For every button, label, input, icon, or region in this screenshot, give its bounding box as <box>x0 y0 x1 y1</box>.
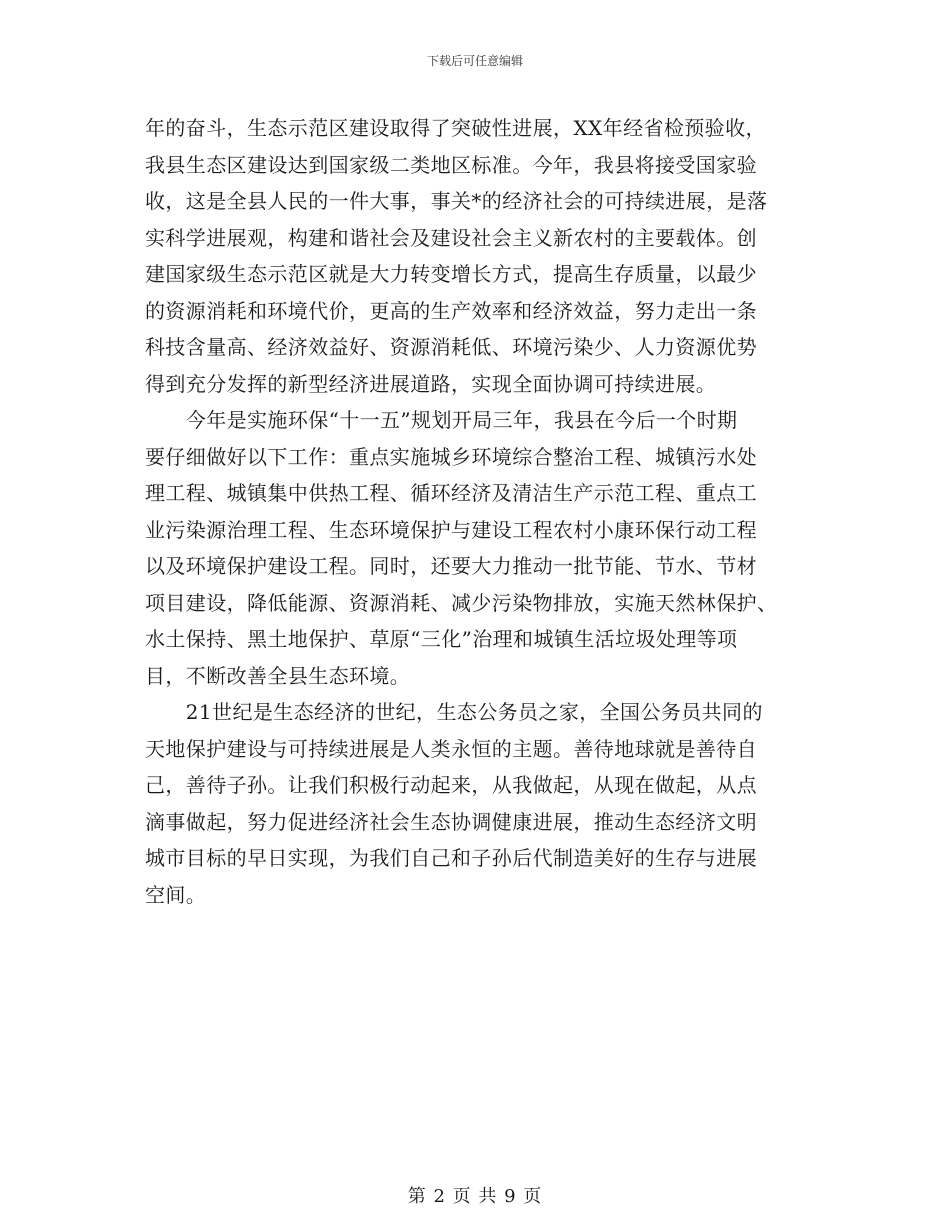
text-line: 水土保持、黑土地保护、草原“三化”治理和城镇生活垃圾处理等项 <box>145 627 738 651</box>
text-line: 天地保护建设与可持续进展是人类永恒的主题。善待地球就是善待自 <box>145 736 757 761</box>
page-footer: 第 2 页 共 9 页 <box>407 1186 543 1207</box>
text-line: 建国家级生态示范区就是大力转变增长方式，提高生存质量，以最少 <box>145 262 757 286</box>
text-line: 滴事做起，努力促进经济社会生态协调健康进展，推动生态经济文明 <box>145 809 757 834</box>
text-line: 业污染源治理工程、生态环境保护与建设工程农村小康环保行动工程 <box>145 517 757 542</box>
text-line: 今年是实施环保“十一五”规划开局三年，我县在今后一个时期 <box>145 408 738 432</box>
text-line: 以及环境保护建设工程。同时，还要大力推动一批节能、节水、节材 <box>145 554 757 578</box>
text-line: 的资源消耗和环境代价，更高的生产效率和经济效益，努力走出一条 <box>145 298 757 323</box>
text-line: 得到充分发挥的新型经济进展道路，实现全面协调可持续进展。 <box>145 371 717 396</box>
text-line: 科技含量高、经济效益好、资源消耗低、环境污染少、人力资源优势 <box>145 335 757 359</box>
document-body <box>145 110 805 913</box>
text-line: 收，这是全县人民的一件大事，事关*的经济社会的可持续进展，是落 <box>145 189 768 213</box>
paragraph <box>145 110 805 402</box>
text-line: 目，不断改善全县生态环境。 <box>145 663 411 688</box>
text-line: 项目建设，降低能源、资源消耗、减少污染物排放，实施天然林保护、 <box>145 590 778 615</box>
text-line: 要仔细做好以下工作：重点实施城乡环境综合整治工程、城镇污水处 <box>145 444 757 469</box>
text-line: 空间。 <box>145 882 207 907</box>
page-header: 下载后可任意编辑 <box>426 54 523 68</box>
text-line: 21世纪是生态经济的世纪，生态公务员之家，全国公务员共同的 <box>145 700 763 724</box>
text-line: 理工程、城镇集中供热工程、循环经济及清洁生产示范工程、重点工 <box>145 481 757 505</box>
text-line: 年的奋斗，生态示范区建设取得了突破性进展，XX年经省检预验收， <box>145 116 766 140</box>
paragraph <box>145 694 805 913</box>
text-line: 我县生态区建设达到国家级二类地区标准。今年，我县将接受国家验 <box>145 152 757 177</box>
text-line: 己，善待子孙。让我们积极行动起来，从我做起，从现在做起，从点 <box>145 773 757 797</box>
paragraph <box>145 402 805 694</box>
text-line: 实科学进展观，构建和谐社会及建设社会主义新农村的主要载体。创 <box>145 225 757 250</box>
text-line: 城市目标的早日实现，为我们自己和子孙后代制造美好的生存与进展 <box>145 846 757 870</box>
